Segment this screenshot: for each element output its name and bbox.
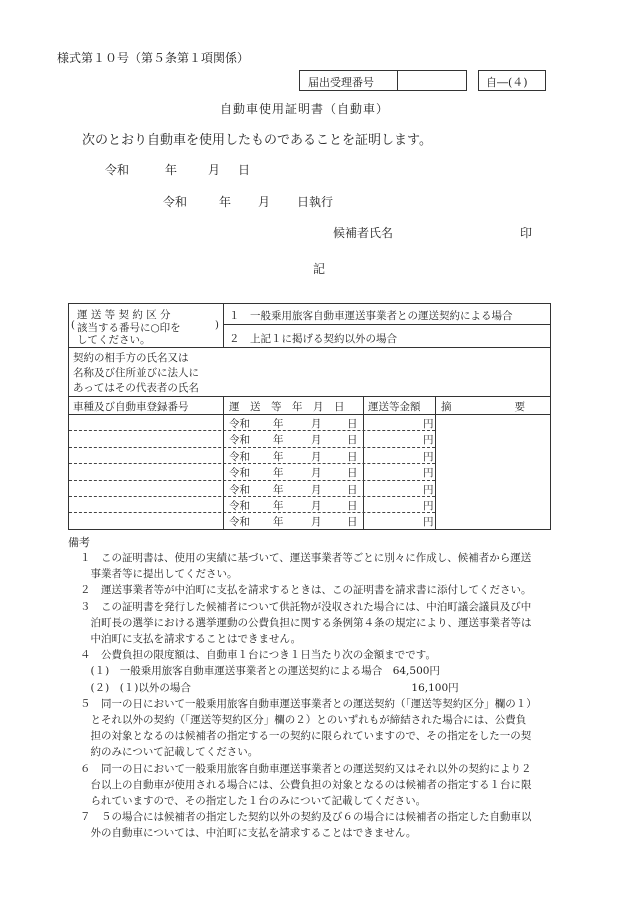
- row-day: 日: [347, 418, 358, 430]
- row-divider: [69, 430, 435, 431]
- row-divider: [69, 463, 435, 464]
- row-year: 年: [273, 418, 284, 430]
- date-era: 令和: [105, 163, 130, 177]
- col-vehicle-header: 車種及び自動車登録番号: [73, 401, 189, 413]
- receipt-code-box: [478, 70, 546, 91]
- contract-hint-2: してください。: [77, 334, 151, 346]
- note-line: ２ 運送事業者等が中泊町に支払を請求するときは、この証明書を請求書に添付してください。: [80, 584, 532, 597]
- row-era: 令和: [229, 450, 250, 463]
- exec-day: 日執行: [297, 195, 334, 209]
- row-year: 年: [273, 434, 284, 447]
- date-year: 年: [165, 163, 178, 177]
- row-month: 月: [311, 500, 322, 512]
- note-line: られていますので、その指定した１台のみについて記載してください。: [80, 795, 427, 807]
- row-month: 月: [311, 467, 322, 480]
- row-day: 日: [347, 467, 358, 480]
- receipt-code: 自―(４): [486, 76, 528, 89]
- row-era: 令和: [229, 434, 250, 447]
- row-yen: 円: [423, 500, 434, 512]
- document-title: 自動車使用証明書（自動車）: [220, 102, 390, 116]
- note-line: ７ ５の場合には候補者の指定した契約以外の契約及び６の場合には候補者の指定した自動車以: [80, 811, 532, 824]
- note-line: 担の対象となるのは候補者の指定する一の契約に限られていますので、その指定をした一の契: [80, 730, 532, 743]
- contract-party-line-1: 契約の相手方の氏名又は: [73, 352, 189, 364]
- note-line: 中泊町に支払を請求することはできません。: [80, 633, 302, 645]
- contract-type-label: 運 送 等 契 約 区 分: [77, 309, 171, 321]
- row-yen: 円: [423, 483, 434, 496]
- row-day: 日: [347, 434, 358, 447]
- row-era: 令和: [229, 418, 250, 430]
- row-yen: 円: [423, 434, 434, 447]
- row-year: 年: [273, 467, 284, 480]
- seal-mark: 印: [520, 226, 533, 240]
- row-day: 日: [347, 450, 358, 463]
- date-month: 月: [208, 163, 221, 177]
- note-line: １ この証明書は、使用の実績に基づいて、運送事業者等ごとに別々に作成し、候補者から運送: [80, 552, 532, 564]
- row-month: 月: [311, 516, 322, 529]
- row-month: 月: [311, 418, 322, 430]
- row-year: 年: [273, 516, 284, 529]
- row-yen: 円: [423, 467, 434, 480]
- contract-option-2: ２ 上記１に掲げる契約以外の場合: [229, 333, 397, 345]
- row-era: 令和: [229, 483, 250, 496]
- row-divider: [69, 447, 435, 448]
- date-day: 日: [238, 163, 251, 177]
- row-year: 年: [273, 450, 284, 463]
- note-line: ５ 同一の日において一般乗用旅客自動車運送事業者との運送契約（「運送等契約区分」欄の１）: [80, 697, 537, 710]
- row-year: 年: [273, 500, 284, 512]
- row-yen: 円: [423, 516, 434, 529]
- usage-table: 運 送 等 契 約 区 分 ( 該当する番号に○印を してください。 ) １ 一般乗用旅客自動車運送事業者との運送契約による場合 ２ 上記１に掲げる契約以外の場合 契約の相手方の氏名又は 名称及び住所並びに法人に あってはその代表者の氏名 車種及び自動車登録番号 運 送 等 年 月 日 運送等金額 摘 要 令和 年 月 日 円 令和 年 月 日 円 令和 年 月 日 円 令和 年 月 日 円 令和 年 月 日 円 令和 年 月 日 円 令和 年 月 日 円: [68, 303, 551, 530]
- row-divider: [69, 496, 435, 497]
- note-line: 泊町長の選挙における選挙運動の公費負担に関する条例第４条の規定により、運送事業者等は: [80, 616, 532, 629]
- notes-heading: 備考: [68, 536, 90, 549]
- receipt-number-box: [299, 70, 467, 91]
- note-line: 事業者等に提出してください。: [80, 568, 238, 581]
- col-amount-header: 運送等金額: [368, 401, 421, 413]
- note-line: ６ 同一の日において一般乗用旅客自動車運送事業者との運送契約又はそれ以外の契約により２: [80, 762, 532, 775]
- row-day: 日: [347, 516, 358, 529]
- row-month: 月: [311, 483, 322, 496]
- col-summary-header: 摘 要: [441, 401, 525, 413]
- candidate-name-label: 候補者氏名: [333, 226, 394, 240]
- exec-era: 令和: [163, 195, 188, 209]
- contract-party-line-3: あってはその代表者の氏名: [73, 382, 199, 394]
- certification-statement: 次のとおり自動車を使用したものであることを証明します。: [82, 133, 432, 148]
- contract-party-line-2: 名称及び住所並びに法人に: [73, 367, 199, 379]
- contract-hint-1: 該当する番号に○印を: [77, 322, 181, 334]
- ki-mark: 記: [313, 262, 326, 276]
- exec-year: 年: [219, 195, 232, 209]
- row-year: 年: [273, 483, 284, 496]
- note-line: (２) (１)以外の場合 16,100円: [80, 681, 459, 694]
- row-day: 日: [347, 483, 358, 496]
- note-line: 台以上の自動車が使用される場合には、公費負担の対象となるのは候補者の指定する１台に限: [80, 778, 532, 791]
- row-month: 月: [311, 450, 322, 463]
- form-number: 様式第１０号（第５条第１項関係）: [57, 51, 250, 65]
- row-day: 日: [347, 500, 358, 512]
- row-era: 令和: [229, 467, 250, 480]
- row-month: 月: [311, 434, 322, 447]
- note-line: 約のみについて記載してください。: [80, 746, 259, 759]
- col-date-header: 運 送 等 年 月 日: [229, 401, 345, 413]
- row-era: 令和: [229, 500, 250, 512]
- note-line: とそれ以外の契約（「運送等契約区分」欄の２）とのいずれもが締結された場合には、公費負: [80, 714, 527, 726]
- row-yen: 円: [423, 418, 434, 430]
- row-era: 令和: [229, 516, 250, 529]
- contract-option-1: １ 一般乗用旅客自動車運送事業者との運送契約による場合: [229, 310, 513, 322]
- row-yen: 円: [423, 450, 434, 463]
- exec-month: 月: [258, 195, 271, 209]
- note-line: (１) 一般乗用旅客自動車運送事業者との運送契約による場合 64,500円: [80, 665, 440, 678]
- note-line: ４ 公費負担の限度額は、自動車１台につき１日当たり次の金額までです。: [80, 649, 436, 662]
- note-line: ３ この証明書を発行した候補者について供託物が没収された場合には、中泊町議会議員及び中: [80, 600, 532, 613]
- row-divider: [69, 480, 435, 481]
- receipt-number-label: 届出受理番号: [308, 76, 374, 89]
- note-line: 外の自動車については、中泊町に支払を請求することはできません。: [80, 827, 417, 840]
- row-divider: [69, 512, 435, 513]
